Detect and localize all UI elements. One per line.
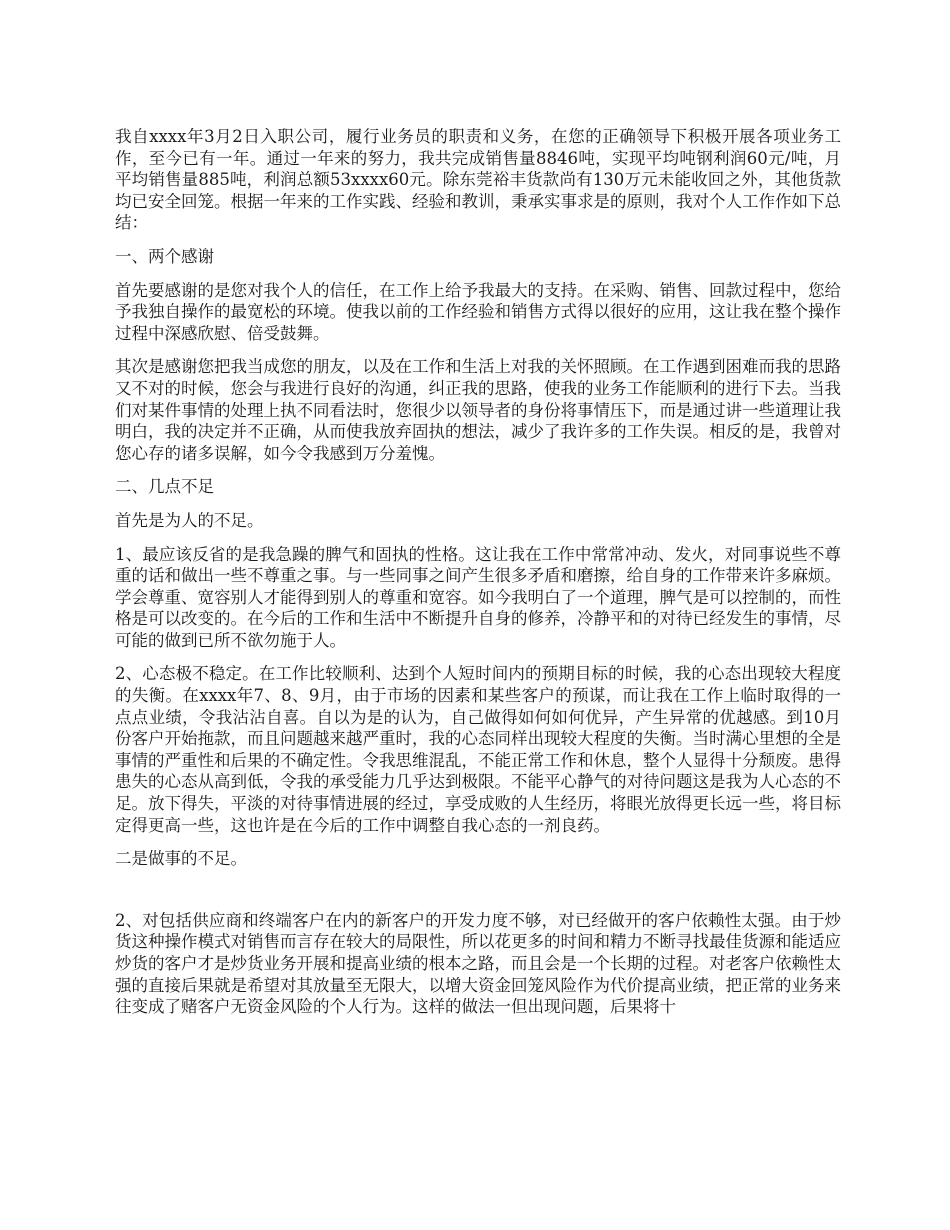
work-item-2: 2、对包括供应商和终端客户在内的新客户的开发力度不够，对已经做开的客户依赖性太强。由于炒货这种操作模式对销售而言存在较大的局限性，所以花更多的时间和精力不断寻找最佳货源和能适应炒货的客户才是炒货业务开展和提高业绩的根本之路，而且会是一个长期的过程。对老客户依赖性太强的直接后果就是希望对其放量至无限大，以增大资金回笼风险作为代价提高业绩，把正常的业务来往变成了赌客户无资金风险的个人行为。这样的做法一但出现问题，后果将十 (115, 910, 841, 1017)
subheading-personal: 首先是为人的不足。 (115, 510, 264, 530)
shortcoming-item-2: 2、心态极不稳定。在工作比较顺利、达到个人短时间内的预期目标的时候，我的心态出现较大程度的失衡。在xxxx年7、8、9月，由于市场的因素和某些客户的预谋，而让我在工作上临时取得的一点点业绩，令我沾沾自喜。自以为是的认为，自己做得如何如何优异，产生异常的优越感。到10月份客户开始拖款，而且问题越来越严重时，我的心态同样出现较大程度的失衡。当时满心里想的全是事情的严重性和后果的不确定性。令我思维混乱，不能正常工作和休息，整个人显得十分颓废。患得患失的心态从高到低，令我的承受能力几乎达到极限。不能平心静气的对待问题这是我为人心态的不足。放下得失，平淡的对待事情进展的经过，享受成败的人生经历，将眼光放得更长远一些，将目标定得更高一些，这也许是在今后的工作中调整自我心态的一剂良药。 (115, 664, 841, 835)
thanks-paragraph-1: 首先要感谢的是您对我个人的信任，在工作上给予我最大的支持。在采购、销售、回款过程中，您给予我独自操作的最宽松的环境。使我以前的工作经验和销售方式得以很好的应用，这让我在整个操作过程中深感欣慰、倍受鼓舞。 (115, 280, 841, 343)
shortcoming-item-1: 1、最应该反省的是我急躁的脾气和固执的性格。这让我在工作中常常冲动、发火，对同事说些不尊重的话和做出一些不尊重之事。与一些同事之间产生很多矛盾和磨擦，给自身的工作带来许多麻烦。学会尊重、宽容别人才能得到别人的尊重和宽容。如今我明白了一个道理，脾气是可以控制的，而性格是可以改变的。在今后的工作和生活中不断提升自身的修养，冷静平和的对待已经发生的事情，尽可能的做到已所不欲勿施于人。 (115, 544, 841, 650)
intro-paragraph: 我自xxxx年3月2日入职公司，履行业务员的职责和义务，在您的正确领导下积极开展各项业务工作，至今已有一年。通过一年来的努力，我共完成销售量8846吨，实现平均吨钢利润60元/吨，月平均销售量885吨，利润总额53xxxx60元。除东莞裕丰货款尚有130万元未能收回之外，其他货款均已安全回笼。根据一年来的工作实践、经验和教训，秉承实事求是的原则，我对个人工作作如下总结： (115, 127, 841, 233)
section-heading-thanks: 一、两个感谢 (115, 246, 214, 266)
document-body (115, 126, 841, 1030)
subheading-work: 二是做事的不足。 (115, 849, 247, 869)
thanks-paragraph-2: 其次是感谢您把我当成您的朋友，以及在工作和生活上对我的关怀照顾。在工作遇到困难而我的思路又不对的时候，您会与我进行良好的沟通，纠正我的思路，使我的业务工作能顺利的进行下去。当我们对某件事情的处理上执不同看法时，您很少以领导者的身份将事情压下，而是通过讲一些道理让我明白，我的决定并不正确，从而使我放弃固执的想法，减少了我许多的工作失误。相反的是，我曾对您心存的诸多误解，如今令我感到万分羞愧。 (115, 357, 841, 463)
section-heading-shortcomings: 二、几点不足 (115, 477, 214, 497)
